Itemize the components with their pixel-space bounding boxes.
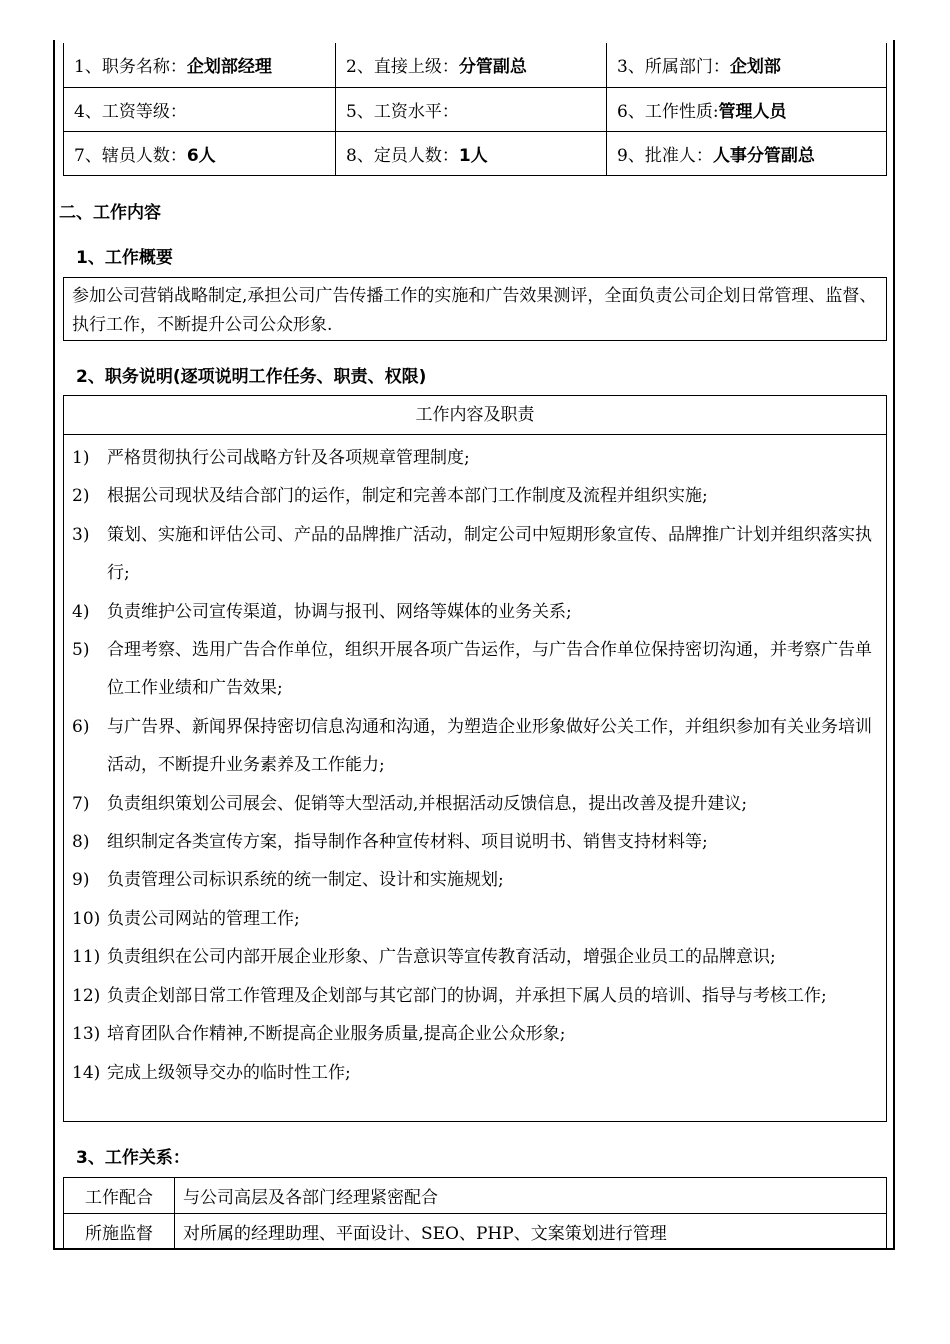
list-item: 5) 合理考察、选用广告合作单位，组织开展各项广告运作，与广告合作单位保持密切沟通，并考察广告单位工作业绩和广告效果; — [72, 640, 872, 699]
relations-heading: 3、工作关系： — [76, 1148, 190, 1168]
section-title: 二、工作内容 — [59, 203, 161, 223]
info-cell-salary-level: 5、工资水平： — [336, 87, 607, 131]
info-cell-salary-grade: 4、工资等级： — [64, 87, 336, 131]
list-item: 13) 培育团队合作精神,不断提高企业服务质量,提高企业公众形象; — [72, 1024, 566, 1045]
relation-key: 所施监督 — [64, 1214, 175, 1250]
info-cell-work-nature: 6、工作性质:管理人员 — [607, 87, 887, 131]
list-item: 11) 负责组织在公司内部开展企业形象、广告意识等宣传教育活动，增强企业员工的品牌意识; — [72, 947, 776, 968]
relations-table — [63, 1177, 887, 1250]
table-row — [64, 43, 887, 87]
list-item: 14) 完成上级领导交办的临时性工作; — [72, 1062, 351, 1083]
position-info-table — [63, 43, 887, 176]
list-item: 3) 策划、实施和评估公司、产品的品牌推广活动，制定公司中短期形象宣传、品牌推广计划并组织落实执行; — [72, 524, 872, 584]
list-item: 9) 负责管理公司标识系统的统一制定、设计和实施规划; — [72, 870, 504, 891]
relation-key: 工作配合 — [64, 1178, 175, 1214]
duties-table — [63, 395, 887, 1122]
info-cell-headcount: 8、定员人数：1人 — [336, 131, 607, 175]
list-item: 8) 组织制定各类宣传方案，指导制作各种宣传材料、项目说明书、销售支持材料等; — [72, 832, 708, 853]
list-item: 12) 负责企划部日常工作管理及企划部与其它部门的协调，并承担下属人员的培训、指导与考核工作; — [72, 985, 827, 1006]
duties-heading: 2、职务说明(逐项说明工作任务、职责、权限) — [76, 367, 427, 387]
list-item: 1) 严格贯彻执行公司战略方针及各项规章管理制度; — [72, 448, 470, 468]
table-row — [64, 1214, 887, 1250]
overview-heading: 1、工作概要 — [76, 248, 173, 268]
list-item: 4) 负责维护公司宣传渠道，协调与报刊、网络等媒体的业务关系; — [72, 601, 572, 622]
list-item: 10) 负责公司网站的管理工作; — [72, 908, 300, 929]
table-row — [64, 87, 887, 131]
list-item: 2) 根据公司现状及结合部门的运作，制定和完善本部门工作制度及流程并组织实施; — [72, 486, 708, 507]
info-cell-superior: 2、直接上级：分管副总 — [336, 43, 607, 87]
table-row — [64, 1178, 887, 1214]
info-cell-department: 3、所属部门：企划部 — [607, 43, 887, 87]
overview-text: 参加公司营销战略制定,承担公司广告传播工作的实施和广告效果测评，全面负责公司企划日常管理、监督、执行工作，不断提升公司公众形象. — [63, 277, 887, 341]
info-cell-approver: 9、批准人：人事分管副总 — [607, 131, 887, 175]
duties-table-header: 工作内容及职责 — [64, 396, 886, 435]
list-item: 6) 与广告界、新闻界保持密切信息沟通和沟通，为塑造企业形象做好公关工作，并组织参加有关业务培训活动，不断提升业务素养及工作能力; — [72, 716, 872, 776]
info-cell-subordinates: 7、辖员人数：6人 — [64, 131, 336, 175]
duties-list — [64, 435, 886, 1092]
relation-value: 对所属的经理助理、平面设计、SEO、PHP、文案策划进行管理 — [175, 1214, 887, 1250]
list-item: 7) 负责组织策划公司展会、促销等大型活动,并根据活动反馈信息，提出改善及提升建议; — [72, 793, 748, 814]
relation-value: 与公司高层及各部门经理紧密配合 — [175, 1178, 887, 1214]
table-row — [64, 131, 887, 175]
info-cell-title: 1、职务名称：企划部经理 — [64, 43, 336, 87]
